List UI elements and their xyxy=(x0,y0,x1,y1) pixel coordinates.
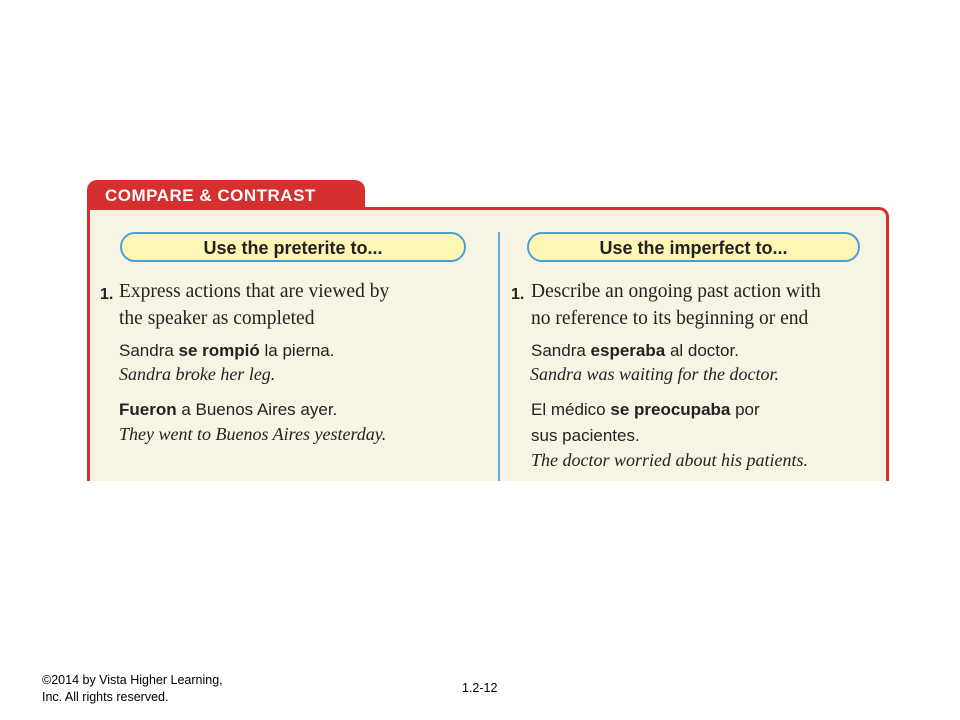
preterite-rule-line2: the speaker as completed xyxy=(119,308,315,329)
example-text: la pierna. xyxy=(259,341,335,360)
preterite-translation-2: They went to Buenos Aires yesterday. xyxy=(119,424,387,444)
example-verb: Fueron xyxy=(119,400,177,419)
imperfect-rule-line1: Describe an ongoing past action with xyxy=(531,281,821,302)
column-divider xyxy=(498,232,500,481)
copyright-line-2: Inc. All rights reserved. xyxy=(42,690,169,704)
example-text: a Buenos Aires ayer. xyxy=(176,400,338,419)
preterite-header xyxy=(120,232,466,262)
example-text: por xyxy=(730,400,760,419)
imperfect-example-2 xyxy=(531,400,760,420)
imperfect-header xyxy=(527,232,860,262)
imperfect-rule-line2: no reference to its beginning or end xyxy=(531,308,809,329)
imperfect-example-2-line2: sus pacientes. xyxy=(531,426,640,445)
copyright-line-1: ©2014 by Vista Higher Learning, xyxy=(42,673,223,687)
imperfect-translation-2: The doctor worried about his patients. xyxy=(531,450,809,470)
slide-number: 1.2-12 xyxy=(462,681,498,695)
compare-contrast-tab xyxy=(87,180,365,210)
imperfect-example-1 xyxy=(531,341,739,361)
imperfect-header-label: Use the imperfect to... xyxy=(599,238,788,258)
example-text: Sandra xyxy=(119,341,179,360)
example-text: al doctor. xyxy=(665,341,739,360)
example-text: Sandra xyxy=(531,341,591,360)
preterite-header-label: Use the preterite to... xyxy=(203,238,383,258)
tab-label: COMPARE & CONTRAST xyxy=(105,186,316,205)
preterite-example-2 xyxy=(119,400,337,420)
preterite-example-1 xyxy=(119,341,334,361)
imperfect-rule-number: 1. xyxy=(511,286,525,303)
preterite-rule-line1: Express actions that are viewed by xyxy=(119,281,390,302)
copyright-notice xyxy=(42,672,223,706)
preterite-translation-1: Sandra broke her leg. xyxy=(119,364,276,384)
example-verb: se preocupaba xyxy=(610,400,731,419)
imperfect-translation-1: Sandra was waiting for the doctor. xyxy=(530,364,780,384)
example-verb: esperaba xyxy=(590,341,666,360)
preterite-rule-number: 1. xyxy=(100,286,114,303)
example-verb: se rompió xyxy=(178,341,260,360)
example-text: El médico xyxy=(531,400,611,419)
